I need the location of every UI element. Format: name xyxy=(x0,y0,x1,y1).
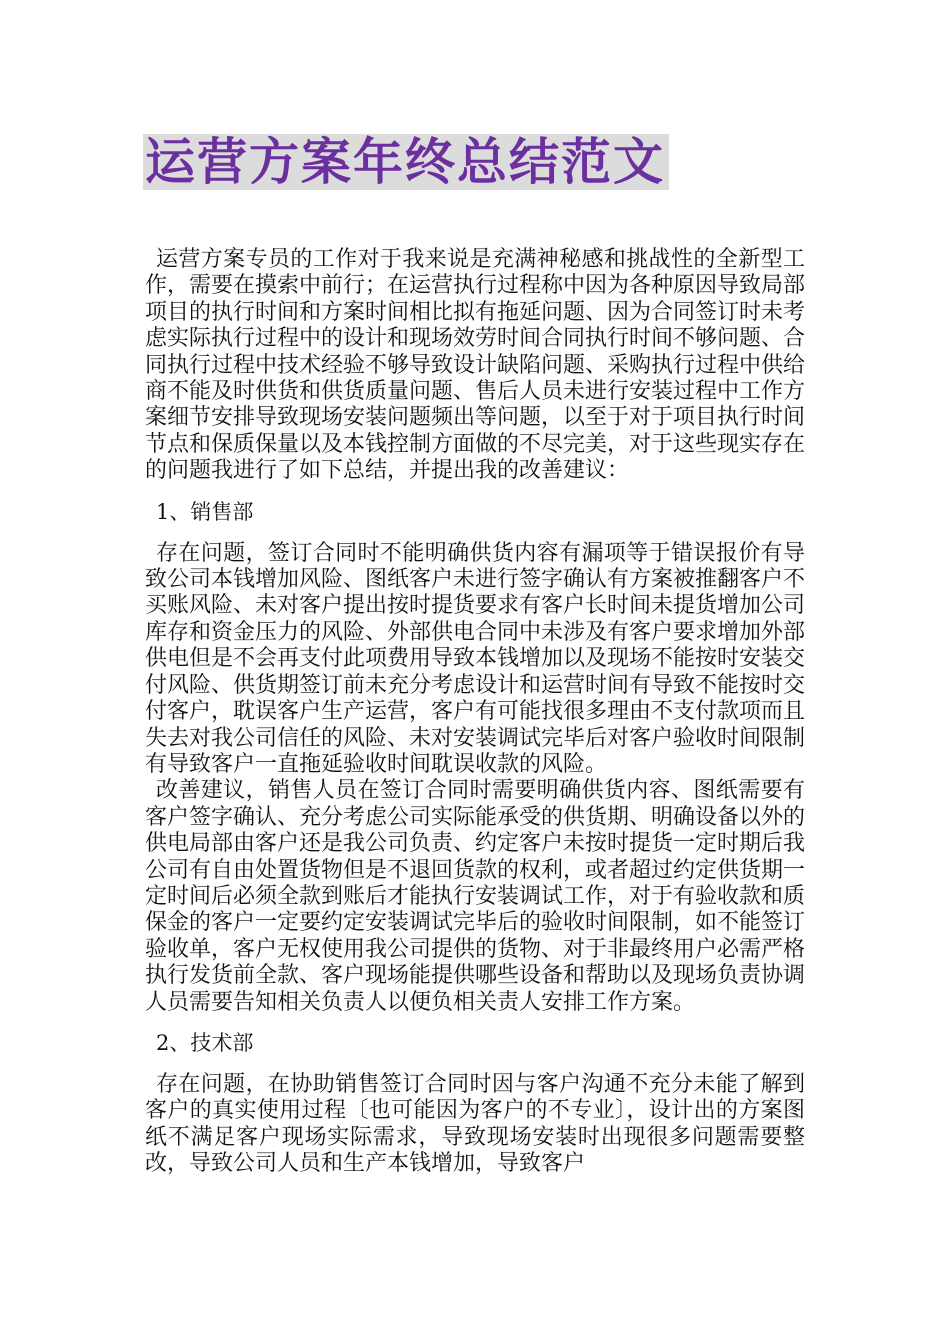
document-body xyxy=(145,247,805,1178)
tech-problem-paragraph: 存在问题，在协助销售签订合同时因与客户沟通不充分未能了解到客户的真实使用过程〔也可能因为客户的不专业〕，设计出的方案图纸不满足客户现场实际需求，导致现场安装时出现很多问题需要整改，导致公司人员和生产本钱增加，导致客户 xyxy=(145,1071,805,1177)
intro-paragraph: 运营方案专员的工作对于我来说是充满神秘感和挑战性的全新型工作，需要在摸索中前行；在运营执行过程称中因为各种原因导致局部项目的执行时间和方案时间相比拟有拖延问题、因为合同签订时未考虑实际执行过程中的设计和现场效劳时间合同执行时间不够问题、合同执行过程中技术经验不够导致设计缺陷问题、采购执行过程中供给商不能及时供货和供货质量问题、售后人员未进行安装过程中工作方案细节安排导致现场安装问题频出等问题，以至于对于项目执行时间节点和保质保量以及本钱控制方面做的不尽完美，对于这些现实存在的问题我进行了如下总结，并提出我的改善建议： xyxy=(145,247,806,484)
document-title: 运营方案年终总结范文 xyxy=(145,133,665,191)
section-heading-sales: 1、销售部 xyxy=(156,499,254,524)
sales-problem-paragraph: 存在问题，签订合同时不能明确供货内容有漏项等于错误报价有导致公司本钱增加风险、图纸客户未进行签字确认有方案被推翻客户不买账风险、未对客户提出按时提货要求有客户长时间未提货增加公司库存和资金压力的风险、外部供电合同中未涉及有客户要求增加外部供电但是不会再支付此项费用导致本钱增加以及现场不能按时安装交付风险、供货期签订前未充分考虑设计和运营时间有导致不能按时交付客户，耽误客户生产运营，客户有可能找很多理由不支付款项而且失去对我公司信任的风险、未对安装调试完毕后对客户验收时间限制有导致客户一直拖延验收时间耽误收款的风险。 xyxy=(145,540,806,777)
sales-suggestion-paragraph: 改善建议，销售人员在签订合同时需要明确供货内容、图纸需要有客户签字确认、充分考虑公司实际能承受的供货期、明确设备以外的供电局部由客户还是我公司负责、约定客户未按时提货一定时期后我公司有自由处置货物但是不退回货款的权利，或者超过约定供货期一定时间后必须全款到账后才能执行安装调试工作，对于有验收款和质保金的客户一定要约定安装调试完毕后的验收时间限制，如不能签订验收单，客户无权使用我公司提供的货物、对于非最终用户必需严格执行发货前全款、客户现场能提供哪些设备和帮助以及现场负责协调人员需要告知相关负责人以便负相关责人安排工作方案。 xyxy=(145,778,806,1015)
title-highlight xyxy=(143,134,669,190)
section-heading-tech: 2、技术部 xyxy=(156,1030,254,1055)
